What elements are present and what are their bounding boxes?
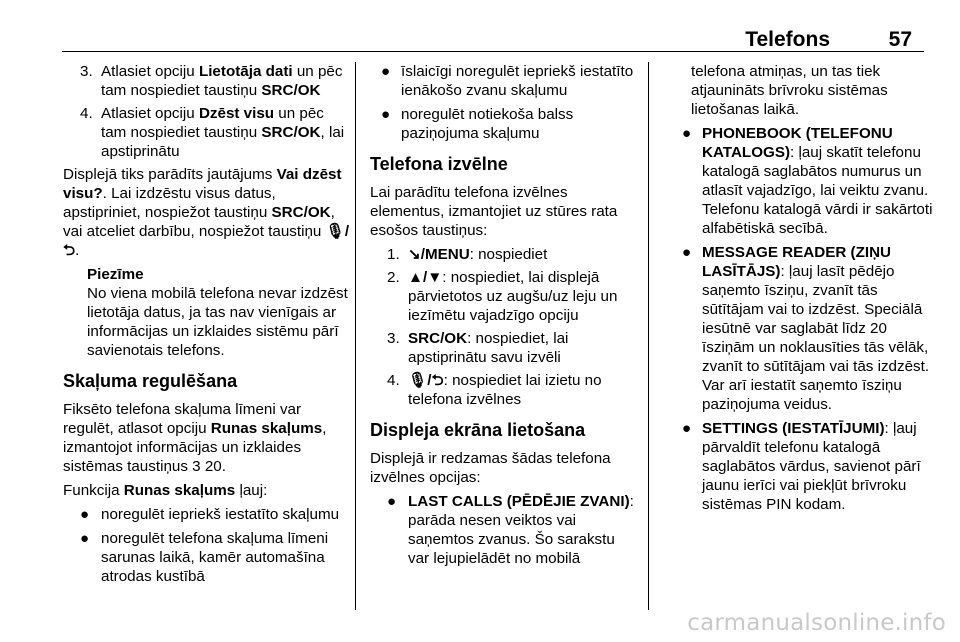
menu-option-name: PHONEBOOK (TELEFONU KATALOGS): [702, 125, 893, 161]
bullet-item: [370, 105, 636, 143]
text: : ļauj lasīt pēdējo saņemto īsziņu, zvanīt tās sūtītājam vai to izdzēst. Speciālā iesūtnē var saglabāt līdz 20 īsziņām un noklausīties tās vēlāk, zvanīt to sūtītājam vai tās izdzēst. Var arī iestatīt saņemto īsziņu paziņojuma veidus.: [702, 263, 930, 413]
list-number: 4.: [387, 372, 400, 389]
list-item: [370, 268, 636, 325]
section-heading: Telefona izvēlne: [370, 154, 508, 174]
column-divider-2: [648, 62, 649, 610]
bullet-text: noregulēt telefona skaļuma līmeni sarunas laikā, kamēr automašīna atrodas kustībā: [101, 530, 329, 585]
paragraph: [63, 400, 353, 476]
menu-option-name: LAST CALLS (PĒDĒJIE ZVANI): [408, 493, 630, 510]
column-divider-1: [355, 62, 356, 610]
bullet-item: [671, 124, 933, 238]
option-name: Dzēst visu: [198, 105, 275, 122]
page-header: [62, 22, 924, 52]
bullet-icon: ●: [80, 530, 90, 547]
list-item: [63, 62, 353, 100]
text: Atlasiet opciju: [101, 105, 199, 122]
list-item: [370, 371, 636, 409]
key-name: SRC/OK: [261, 82, 321, 99]
text: , vai atceliet darbību, nospiežot taustiņu: [63, 204, 335, 240]
list-item: [370, 245, 636, 264]
paragraph: [63, 481, 353, 500]
list-number: 3.: [387, 330, 400, 347]
text: : parāda nesen veiktos vai saņemtos zvanus. Šo sarakstu var lejupielādēt no mobilā: [408, 493, 634, 567]
key-name: SRC/OK: [271, 204, 331, 221]
text: . Lai izdzēstu visus datus, apstipriniet, nospiežot taustiņu: [63, 185, 276, 221]
bullet-text: noregulēt iepriekš iestatīto skaļumu: [101, 506, 340, 523]
key-name: SRC/OK: [408, 330, 468, 347]
bullet-icon: ●: [381, 63, 391, 80]
list-item: [63, 104, 353, 161]
text: : ļauj skatīt telefonu katalogā saglabātos numurus un atlasīt vajadzīgo, lai veiktu zvanu. Telefonu katalogā vārdi ir sakārtoti alfabētiskā secībā.: [702, 144, 933, 237]
note-title: Piezīme: [87, 266, 144, 283]
text: : nospiediet: [469, 246, 548, 263]
note-box: [63, 265, 353, 360]
bullet-icon: ●: [682, 125, 692, 142]
list-number: 2.: [387, 269, 400, 286]
bullet-item: [63, 505, 353, 524]
column-2: [370, 62, 636, 573]
bullet-icon: ●: [80, 506, 90, 523]
text: .: [75, 242, 80, 259]
bullet-text: noregulēt notiekoša balss paziņojuma skaļumu: [401, 106, 574, 142]
note-text: No viena mobilā telefona nevar izdzēst lietotāja datus, ja tas nav vienīgais ar informācijas un izklaides sistēmu pārī savienotais telefons.: [87, 285, 348, 359]
text: , lai apstiprinātu: [101, 124, 345, 160]
list-number: 3.: [80, 63, 93, 80]
page-number: 57: [888, 28, 912, 51]
menu-option-name: SETTINGS (IESTATĪJUMI): [702, 420, 885, 437]
bullet-item: [671, 243, 933, 414]
text: , izmantojot informācijas un izklaides sistēmas taustiņus: [63, 420, 327, 475]
bullet-text: īslaicīgi noregulēt iepriekš iestatīto ienākošo zvanu skaļumu: [401, 63, 634, 99]
paragraph: Lai parādītu telefona izvēlnes elementus, izmantojiet uz stūres rata esošos taustiņus:: [370, 184, 618, 239]
column-3: [671, 62, 933, 519]
prompt-text: Vai dzēst visu?: [63, 166, 342, 202]
text: Atlasiet opciju: [101, 63, 199, 80]
text: : nospiediet lai izietu no telefona izvēlnes: [408, 372, 602, 408]
page-title: Telefons: [745, 28, 830, 51]
watermark: carmanualsonline.info: [687, 610, 946, 636]
column-1: [63, 62, 353, 591]
key-name: SRC/OK: [261, 124, 321, 141]
voice-back-icon: 🎙/⮌: [63, 223, 350, 259]
text: : nospiediet, lai apstiprinātu savu izvēli: [408, 330, 569, 366]
text: Fiksēto telefona skaļuma līmeni var regulēt, atlasot opciju: [63, 401, 302, 437]
continued-text: telefona atmiņas, un tas tiek atjaunināts brīvroku sistēmas lietošanas laikā.: [691, 63, 888, 118]
bullet-item: [370, 62, 636, 100]
bullet-icon: ●: [387, 493, 397, 510]
paragraph: [63, 165, 353, 260]
menu-option-name: MESSAGE READER (ZIŅU LASĪTĀJS): [702, 244, 892, 280]
text: : ļauj pārvaldīt telefonu katalogā saglabātos vārdus, savienot pārī jaunu ierīci vai piekļūt brīvroku sistēmas PIN kodam.: [702, 420, 921, 513]
text: .: [221, 458, 226, 475]
option-name: Lietotāja dati: [198, 63, 293, 80]
paragraph: Displejā ir redzamas šādas telefona izvēlnes opcijas:: [370, 450, 611, 486]
text: ļauj:: [235, 482, 268, 499]
bullet-item: [671, 419, 933, 514]
bullet-icon: ●: [682, 420, 692, 437]
header-rule: [62, 51, 924, 52]
section-heading: Skaļuma regulēšana: [63, 371, 238, 391]
text: : nospiediet, lai displejā pārvietotos uz augšu/uz leju un iezīmētu vajadzīgo opciju: [408, 269, 618, 324]
text: Funkcija: [63, 482, 124, 499]
key-name: /MENU: [420, 246, 470, 263]
option-name: Runas skaļums: [210, 420, 323, 437]
bullet-icon: ●: [381, 106, 391, 123]
section-heading: Displeja ekrāna lietošana: [370, 420, 586, 440]
text: un pēc tam nospiediet taustiņu: [101, 105, 324, 141]
list-item: [370, 329, 636, 367]
call-key-icon: ↘: [408, 246, 421, 263]
option-name: Runas skaļums: [123, 482, 236, 499]
list-number: 1.: [387, 246, 400, 263]
bullet-item: [370, 492, 636, 568]
page-reference[interactable]: 3 20: [192, 458, 222, 475]
bullet-icon: ●: [682, 244, 692, 261]
bullet-item: [63, 529, 353, 586]
text: un pēc tam nospiediet taustiņu: [101, 63, 343, 99]
up-down-arrows-icon: ▲/▼: [408, 269, 443, 286]
list-number: 4.: [80, 105, 93, 122]
voice-back-icon: 🎙/⮌: [408, 372, 444, 389]
text: Displejā tiks parādīts jautājums: [63, 166, 277, 183]
